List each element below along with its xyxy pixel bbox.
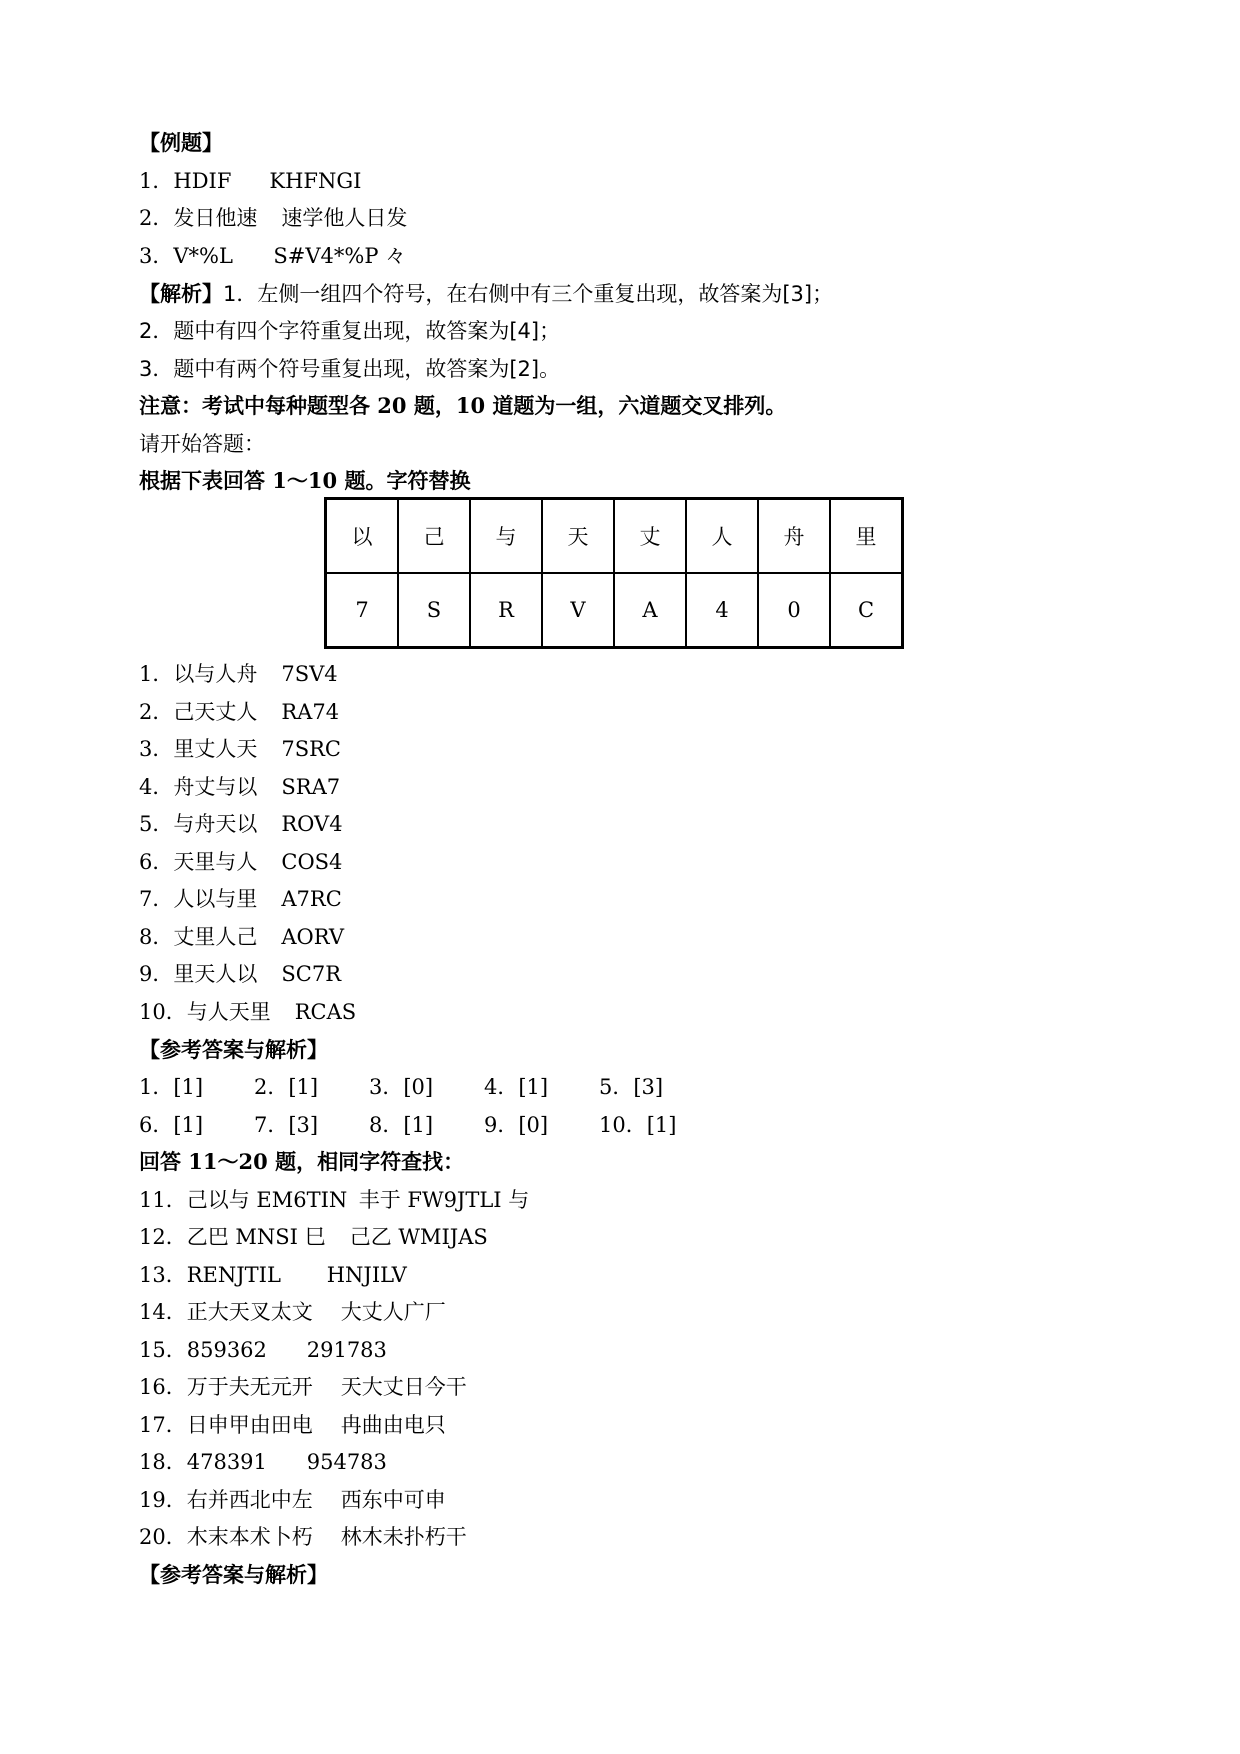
question-18: 18．478391 954783: [139, 1450, 387, 1474]
table-cell: 丈: [614, 499, 686, 574]
answer-row-1: 1．[1] 2．[1] 3．[0] 4．[1] 5．[3]: [139, 1075, 664, 1099]
question-20: 20．木末本术卜朽 林木未扑朽干: [139, 1525, 467, 1549]
example-heading: 【例题】: [139, 131, 223, 155]
question-7: 7．人以与里 A7RC: [139, 887, 342, 911]
table-row: [326, 573, 903, 648]
example-item-2: 2．发日他速 速学他人日发: [139, 206, 408, 230]
table-cell: A: [614, 573, 686, 648]
question-12: 12．乙巴 MNSI 巳 己乙 WMIJAS: [139, 1225, 488, 1249]
question-9: 9．里天人以 SC7R: [139, 962, 342, 986]
question-14: 14．正大天叉太文 大丈人广厂: [139, 1300, 446, 1324]
question-6: 6．天里与人 COS4: [139, 850, 343, 874]
analysis-line-3: 3．题中有两个符号重复出现，故答案为[2]。: [139, 357, 561, 381]
section2-answer-heading: 【参考答案与解析】: [139, 1563, 328, 1587]
table-cell: 0: [758, 573, 830, 648]
table-cell: 天: [542, 499, 614, 574]
table-cell: 舟: [758, 499, 830, 574]
analysis-line-2: 2．题中有四个字符重复出现，故答案为[4]；: [139, 319, 561, 343]
question-17: 17．日申甲由田电 冉曲由电只: [139, 1413, 446, 1437]
question-19: 19．右并西北中左 西东中可申: [139, 1488, 446, 1512]
question-11: 11．己以与 EM6TIN 丰于 FW9JTLI 与: [139, 1188, 530, 1212]
table-cell: 7: [326, 573, 399, 648]
table-cell: 4: [686, 573, 758, 648]
start-prompt: 请开始答题：: [139, 432, 265, 456]
table-cell: 以: [326, 499, 399, 574]
question-5: 5．与舟天以 ROV4: [139, 812, 343, 836]
question-1: 1．以与人舟 7SV4: [139, 662, 338, 686]
table-cell: V: [542, 573, 614, 648]
question-13: 13．RENJTIL HNJILV: [139, 1263, 407, 1287]
example-item-1: 1．HDIF KHFNGI: [139, 169, 362, 193]
table-cell: 里: [830, 499, 903, 574]
table-cell: R: [470, 573, 542, 648]
question-10: 10．与人天里 RCAS: [139, 1000, 357, 1024]
table-cell: 己: [398, 499, 470, 574]
table-cell: 人: [686, 499, 758, 574]
question-2: 2．己天丈人 RA74: [139, 700, 340, 724]
example-item-3: 3．V*%L S#V4*%P 々: [139, 244, 407, 268]
analysis-line-1: 【解析】1．左侧一组四个符号，在右侧中有三个重复出现，故答案为[3]；: [139, 282, 834, 306]
table-row: [326, 499, 903, 574]
table-cell: S: [398, 573, 470, 648]
table-cell: 与: [470, 499, 542, 574]
section2-title: 回答 11～20 题，相同字符查找：: [139, 1149, 465, 1174]
question-3: 3．里丈人天 7SRC: [139, 737, 342, 761]
notice: 注意：考试中每种题型各 20 题，10 道题为一组，六道题交叉排列。: [139, 393, 787, 418]
table-cell: C: [830, 573, 903, 648]
substitution-table: [324, 497, 904, 649]
question-8: 8．丈里人己 AORV: [139, 925, 344, 949]
section1-answer-heading: 【参考答案与解析】: [139, 1038, 328, 1062]
question-15: 15．859362 291783: [139, 1338, 387, 1362]
question-16: 16．万于夫无元开 天大丈日今干: [139, 1375, 467, 1399]
question-4: 4．舟丈与以 SRA7: [139, 775, 341, 799]
section1-title: 根据下表回答 1～10 题。字符替换: [139, 468, 471, 493]
answer-row-2: 6．[1] 7．[3] 8．[1] 9．[0] 10．[1]: [139, 1113, 677, 1137]
